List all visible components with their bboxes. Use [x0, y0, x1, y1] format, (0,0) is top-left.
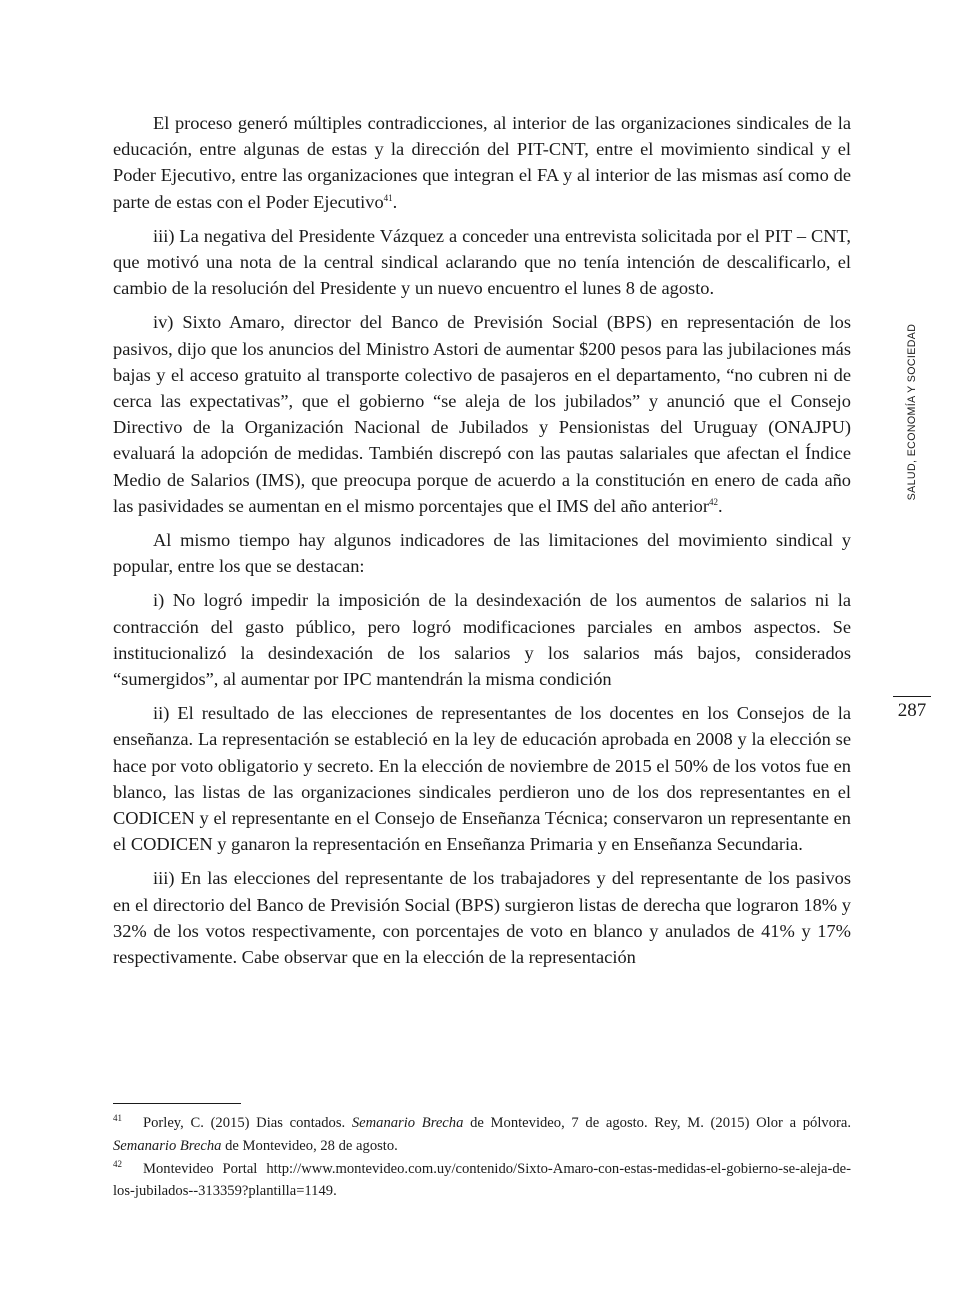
- body-text: [113, 110, 851, 978]
- paragraph: iv) Sixto Amaro, director del Banco de Previsión Social (BPS) en representación de los pasivos, dijo que los anuncios del Ministro Astori de aumentar $200 pesos para las jubilaciones más bajas y el acceso gratuito al transporte colectivo de pasajeros en el departamento, “no cubren ni de cerca las expectativas”, que el gobierno “se aleja de los jubilados” y anunció que el Consejo Directivo de la Organización Nacional de Jubilados y Pensionistas del Uruguay (ONAJPU) evaluará la adopción de medidas. También discrepó con las pautas salariales que afectan el Índice Medio de Salarios (IMS), que preocupa porque de acuerdo a la constitución en enero de cada año las pasividades se aumentan en el mismo porcentajes que el IMS del año anterior$^{42}$.: [113, 312, 851, 516]
- footnote-url-text[interactable]: Montevideo Portal http://www.montevideo.com.uy/contenido/Sixto-Amaro-con-estas-medidas-el-gobierno-se-aleja-de-los-jubilados--313359?plantilla=1149.: [113, 1160, 851, 1200]
- paragraph: El proceso generó múltiples contradicciones, al interior de las organizaciones sindicales de la educación, entre algunas de estas y la dirección del PIT-CNT, entre el movimiento sindical y el Poder Ejecutivo, entre las organizaciones que integran el FA y al interior de las mismas así como de parte de estas con el Poder Ejecutivo$^{41}$.: [113, 113, 851, 212]
- paragraph: iii) La negativa del Presidente Vázquez a conceder una entrevista solicitada por el PIT – CNT, que motivó una nota de la central sindical aclarando que no tenía intención de descalificarlo, el cambio de la resolución del Presidente y un nuevo encuentro el lunes 8 de agosto.: [113, 225, 851, 299]
- running-head-text: SALUD, ECONOMÍA Y SOCIEDAD: [906, 323, 918, 501]
- footnote-separator: [113, 1103, 241, 1104]
- paragraph: i) No logró impedir la imposición de la desindexación de los aumentos de salarios ni la contracción del gasto público, pero logró modificaciones parciales en ambos aspectos. Se institucionalizó la desindexación de los salarios y los salarios más bajos, considerados “sumergidos”, al aumentar por IPC mantendrán la misma condición: [113, 590, 851, 690]
- running-head: [888, 312, 936, 512]
- footnote-ref-41[interactable]: 41: [383, 192, 393, 203]
- publication-title: Semanario Brecha: [351, 1115, 464, 1131]
- paragraph: Al mismo tiempo hay algunos indicadores de las limitaciones del movimiento sindical y popular, entre los que se destacan:: [113, 530, 851, 577]
- footnote-42: [113, 1158, 851, 1204]
- publication-title: Semanario Brecha: [113, 1137, 222, 1154]
- footnote-number: 41: [113, 1113, 122, 1123]
- page-number: 287: [893, 696, 931, 723]
- footnotes: [113, 1112, 851, 1203]
- footnote-41: $^{41}$ Porley, C. (2015) Dias contados. Semanario Brecha de Montevideo, 7 de agosto. Rey, M. (2015) Olor a pólvora. Semanario Brecha de Montevideo, 28 de agosto.: [113, 1113, 851, 1154]
- paragraph: iii) En las elecciones del representante de los trabajadores y del representante de los pasivos en el directorio del Banco de Previsión Social (BPS) surgieron listas de derecha que lograron 18% y 32% de los votos respectivamente, con porcentajes de voto en blanco y anulados de 41% y 17% respectivamente. Cabe observar que en la elección de la representación: [113, 868, 851, 968]
- footnote-number: 42: [113, 1158, 122, 1169]
- footnote-ref-42[interactable]: 42: [708, 496, 718, 507]
- paragraph: ii) El resultado de las elecciones de representantes de los docentes en los Consejos de la enseñanza. La representación se estableció en la ley de educación aprobada en 2008 y la elección se hace por voto obligatorio y secreto. En la elección de noviembre de 2015 el 50% de los votos fue en blanco, las listas de las organizaciones sindicales perdieron uno de los dos representantes en el CODICEN y el representante en el Consejo de Enseñanza Técnica; conservaron un representante en el CODICEN y ganaron la representación en Enseñanza Primaria y en Enseñanza Secundaria.: [113, 703, 851, 855]
